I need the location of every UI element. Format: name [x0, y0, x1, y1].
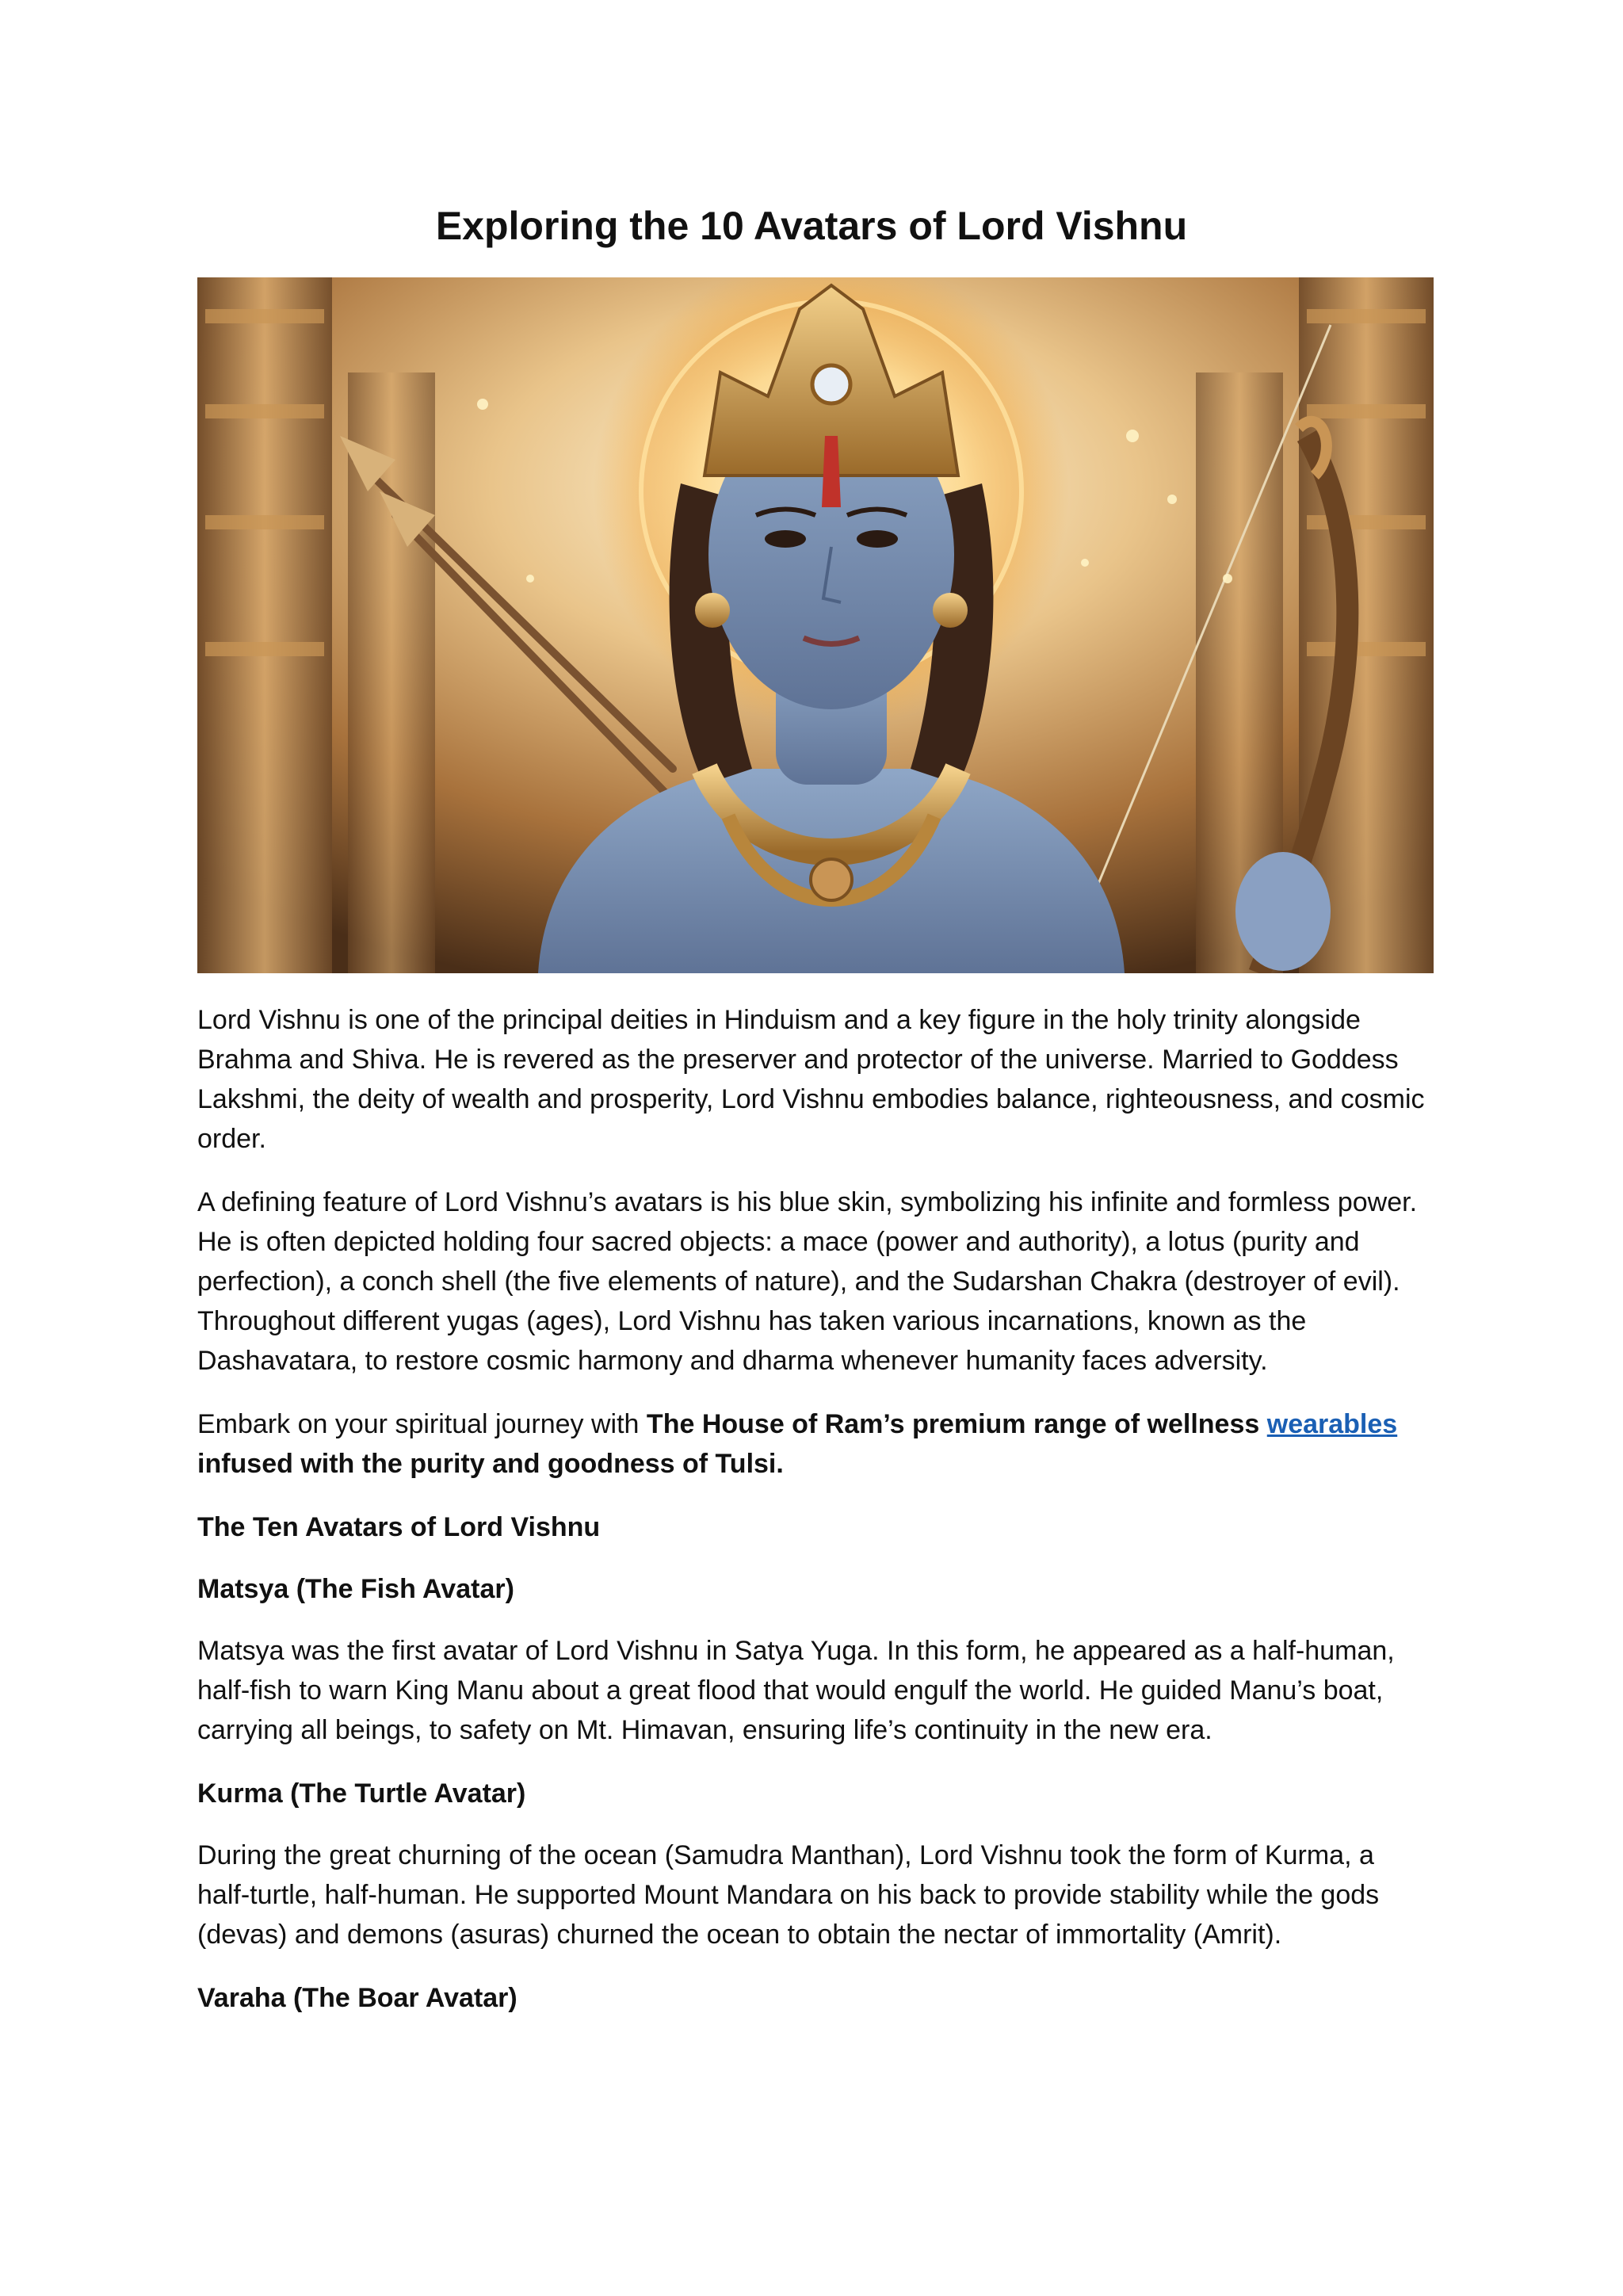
promo-bold-2: infused with the purity and goodness of Tulsi.: [197, 1449, 784, 1479]
avatar-heading-kurma: Kurma (The Turtle Avatar): [197, 1778, 526, 1809]
hero-image: [197, 277, 1434, 973]
avatar-heading-varaha: Varaha (The Boar Avatar): [197, 1983, 517, 2013]
promo-paragraph: [197, 1404, 1434, 1484]
avatar-heading-matsya: Matsya (The Fish Avatar): [197, 1574, 514, 1604]
avatar-text-matsya: Matsya was the first avatar of Lord Vishnu in Satya Yuga. In this form, he appeared as a half-human, half-fish to warn King Manu about a great flood that would engulf the world. He guided Manu’s boat, carrying all beings, to safety on Mt. Himavan, ensuring life’s continuity in the new era.: [197, 1636, 1395, 1745]
promo-lead: Embark on your spiritual journey with: [197, 1409, 647, 1439]
intro-paragraph: Lord Vishnu is one of the principal deities in Hinduism and a key figure in the holy trinity alongside Brahma and Shiva. He is revered as the preserver and protector of the universe. Married to Goddess Lakshmi, the deity of wealth and prosperity, Lord Vishnu embodies balance, righteousness, and cosmic order.: [197, 1005, 1425, 1154]
wearables-link[interactable]: wearables: [1266, 1409, 1398, 1439]
article-body: [197, 1000, 1434, 2040]
promo-bold-1: The House of Ram’s premium range of wellness: [646, 1409, 1267, 1439]
features-paragraph: A defining feature of Lord Vishnu’s avatars is his blue skin, symbolizing his infinite and formless power. He is often depicted holding four sacred objects: a mace (power and authority), a lotus (purity and perfection), a conch shell (the five elements of nature), and the Sudarshan Chakra (destroyer of evil). Throughout different yugas (ages), Lord Vishnu has taken various incarnations, known as the Dashavatara, to restore cosmic harmony and dharma whenever humanity faces adversity.: [197, 1187, 1418, 1376]
avatar-text-kurma: During the great churning of the ocean (Samudra Manthan), Lord Vishnu took the form of Kurma, a half-turtle, half-human. He supported Mount Mandara on his back to provide stability while the gods (devas) and demons (asuras) churned the ocean to obtain the nectar of immortality (Amrit).: [197, 1840, 1380, 1950]
lord-vishnu-illustration-icon: [197, 277, 1434, 973]
section-heading: The Ten Avatars of Lord Vishnu: [197, 1512, 601, 1542]
page-title: Exploring the 10 Avatars of Lord Vishnu: [435, 204, 1188, 248]
